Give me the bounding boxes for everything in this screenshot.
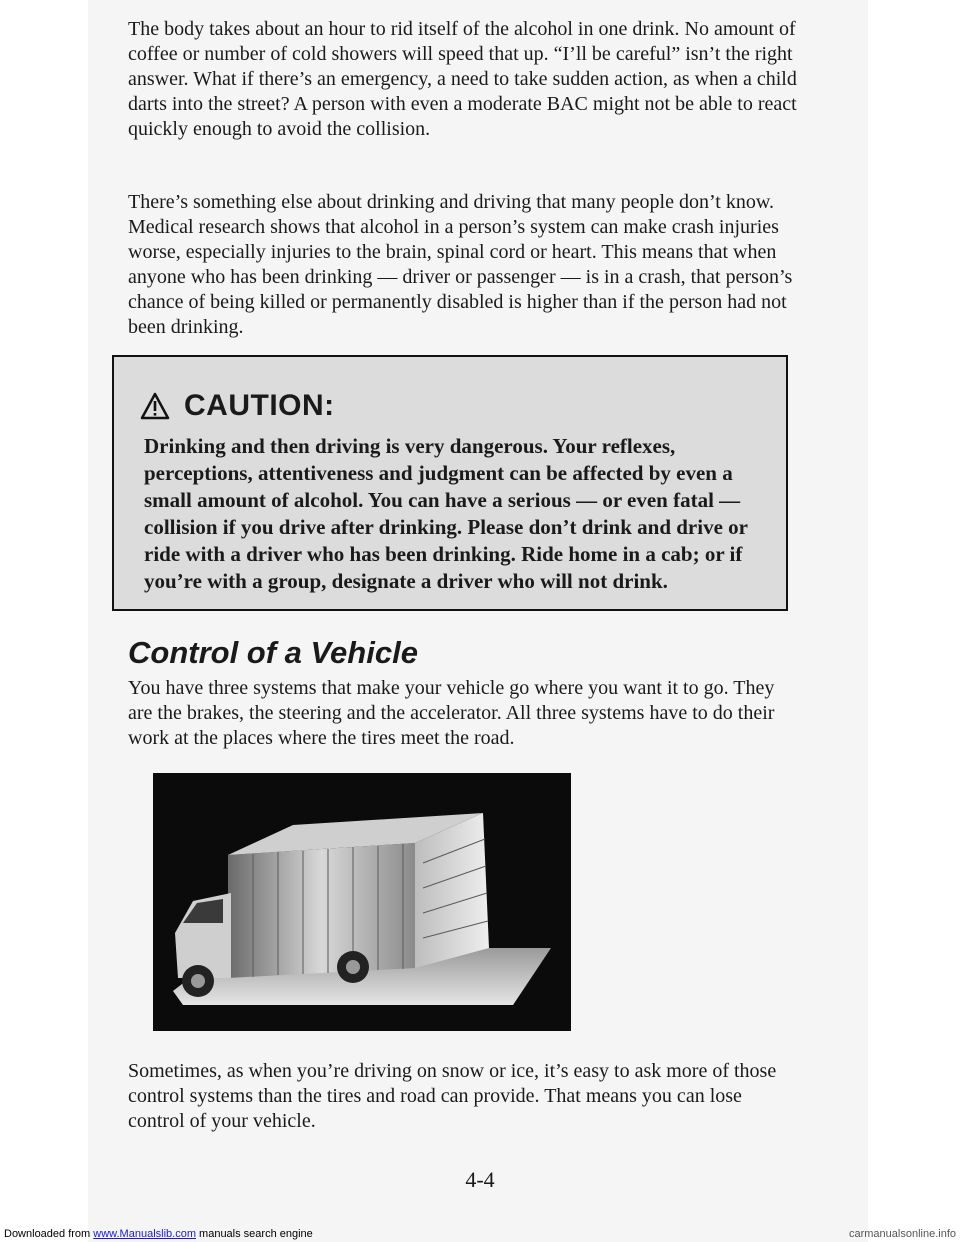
paragraph-control-systems: You have three systems that make your vehicle go where you want it to go. They are the brakes, the steering and the accelerator. All three systems have to do their work at the places where the tires meet the road. bbox=[128, 677, 775, 749]
caution-title: CAUTION: bbox=[184, 389, 335, 422]
watermark: carmanualsonline.info bbox=[848, 1228, 956, 1240]
paragraph-injury-risk: There’s something else about drinking and driving that many people don’t know. Medical research shows that alcohol in a person’s system can make crash injuries worse, especially injuries to the brain, spinal cord or heart. This means that when anyone who has been drinking — driver or passenger — is in a crash, that person’s chance of being killed or permanently disabled is higher than if the person had not been drinking. bbox=[128, 191, 793, 338]
warning-triangle-icon bbox=[140, 392, 170, 420]
manualslib-link[interactable]: www.Manualslib.com bbox=[93, 1228, 196, 1240]
paragraph-alcohol-time: The body takes about an hour to rid itself of the alcohol in one drink. No amount of coffee or number of cold showers will speed that up. “I’ll be careful” isn’t the right answer. What if there’s an emergency, a need to take sudden action, as when a child darts into the street? A person with even a moderate BAC might not be able to react quickly enough to avoid the collision. bbox=[128, 18, 797, 140]
caution-box bbox=[112, 355, 788, 611]
truck-illustration bbox=[153, 773, 571, 1031]
truck-photo bbox=[153, 773, 571, 1031]
caution-header bbox=[140, 387, 786, 425]
page-number: 4-4 bbox=[465, 1167, 495, 1192]
paragraph-loss-of-control: Sometimes, as when you’re driving on snow or ice, it’s easy to ask more of those control systems than the tires and road can provide. That means you can lose control of your vehicle. bbox=[128, 1060, 777, 1132]
caution-text: Drinking and then driving is very dangerous. Your reflexes, perceptions, attentiveness and judgment can be affected by even a small amount of alcohol. You can have a serious — or even fatal — collision if you drive after drinking. Please don’t drink and drive or ride with a driver who has been drinking. Ride home in a cab; or if you’re with a group, designate a driver who will not drink. bbox=[144, 434, 748, 593]
footer-source bbox=[4, 1226, 313, 1242]
footer-suffix: manuals search engine bbox=[195, 1228, 313, 1240]
manual-page bbox=[88, 0, 868, 1242]
footer-bar bbox=[0, 1226, 960, 1242]
section-title: Control of a Vehicle bbox=[128, 635, 418, 670]
footer-prefix: Downloaded from bbox=[4, 1228, 94, 1240]
